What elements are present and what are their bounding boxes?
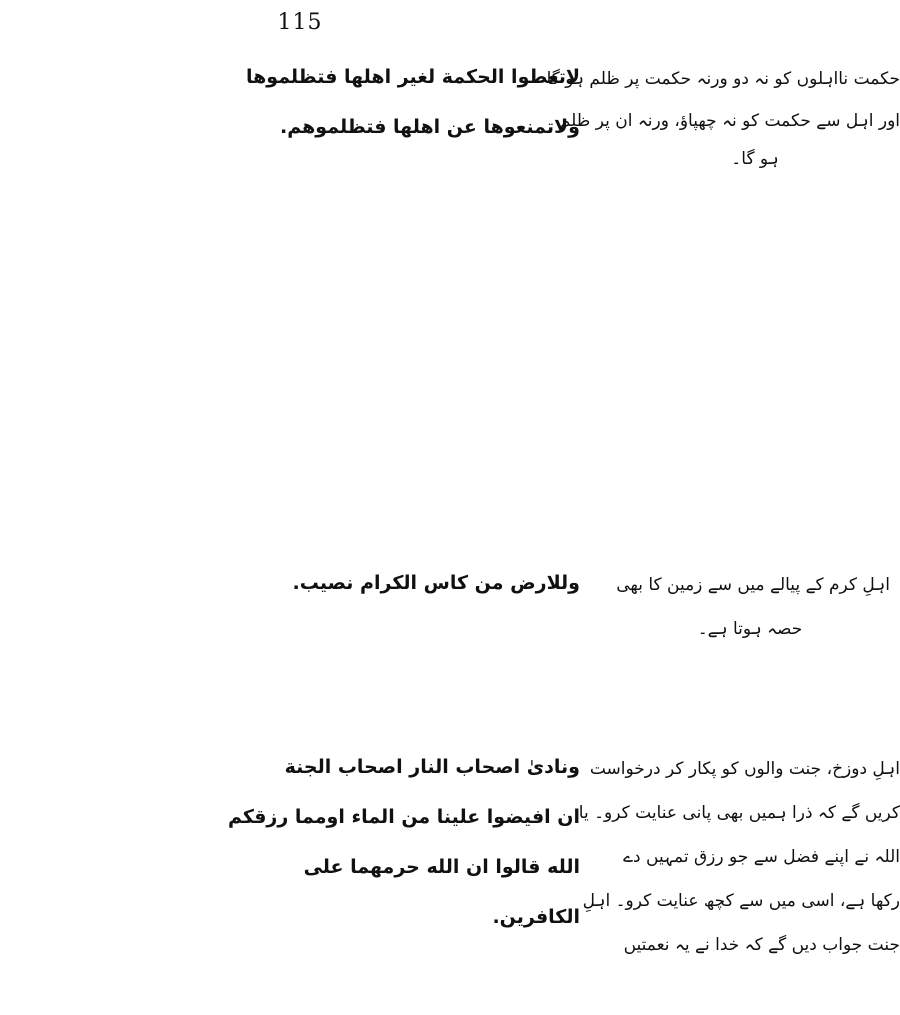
- translation-line: رکھا ہے، اسی میں سے کچھ عنایت کرو۔ اہلِ: [582, 891, 900, 911]
- arabic-line: الكافرين.: [492, 906, 580, 928]
- arabic-line: وللارض من كاس الكرام نصيب.: [292, 572, 580, 594]
- translation-line: اہلِ دوزخ، جنت والوں کو پکار کر درخواست: [589, 759, 900, 779]
- arabic-line: ولاتمنعوها عن اهلها فتظلموهم.: [280, 116, 580, 138]
- page-number: 115: [277, 10, 323, 35]
- translation-line: جنت جواب دیں گے کہ خدا نے یہ نعمتیں: [623, 935, 900, 955]
- translation-line: اللہ نے اپنے فضل سے جو رزق تمہیں دے: [623, 847, 900, 867]
- translation-line: حکمت نااہلوں کو نہ دو ورنہ حکمت پر ظلم ہو گا: [546, 69, 900, 89]
- translation-line: کریں گے کہ ذرا ہمیں بھی پانی عنایت کرو۔ یا: [578, 803, 900, 823]
- translation-line: اہلِ کرم کے پیالے میں سے زمین کا بھی: [616, 575, 890, 595]
- translation-line: اور اہل سے حکمت کو نہ چھپاؤ، ورنہ ان پر ظلم: [559, 111, 900, 131]
- arabic-line: الله قالوا ان الله حرمهما على: [303, 856, 580, 878]
- arabic-line: لاتعطوا الحكمة لغير اهلها فتظلموها: [245, 66, 580, 88]
- translation-line: ہو گا۔: [731, 149, 779, 169]
- arabic-line: ونادیٰ اصحاب النار اصحاب الجنة: [284, 756, 580, 778]
- translation-line: حصہ ہوتا ہے۔: [697, 619, 803, 639]
- arabic-line: ان افیضوا علینا من الماء اومما رزقكم: [228, 806, 580, 828]
